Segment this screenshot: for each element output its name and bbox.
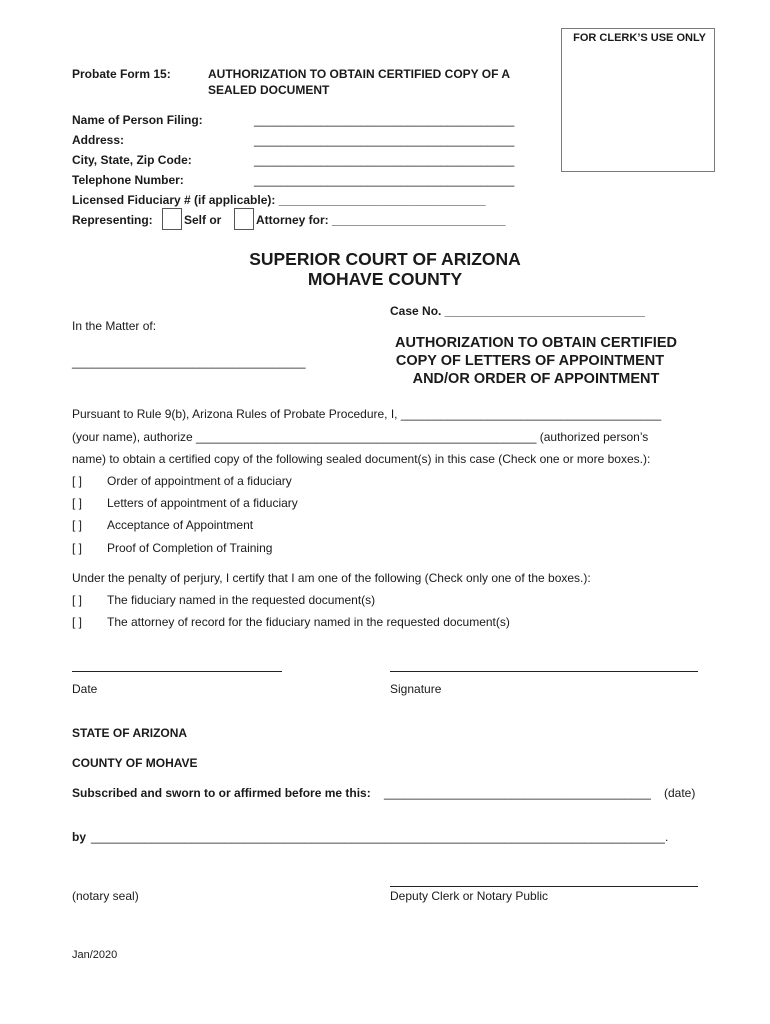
penalty-statement: Under the penalty of perjury, I certify that I am one of the following (Check only one of the boxes.): — [72, 571, 591, 585]
licensed-fiduciary-line[interactable]: Licensed Fiduciary # (if applicable): _______________________________ — [72, 193, 486, 207]
document-checkbox[interactable]: [ ] — [72, 518, 83, 532]
document-option-label: Order of appointment of a fiduciary — [107, 474, 292, 488]
county-heading: COUNTY OF MOHAVE — [72, 756, 198, 770]
address-label: Address: — [72, 133, 125, 147]
document-option-label: Proof of Completion of Training — [107, 541, 273, 555]
notary-seal-label: (notary seal) — [72, 889, 139, 903]
telephone-field[interactable]: _______________________________________ — [254, 173, 515, 187]
date-line[interactable] — [72, 671, 282, 672]
self-checkbox[interactable] — [162, 208, 182, 230]
deputy-signature-line[interactable] — [390, 886, 698, 887]
clerk-use-label: FOR CLERK’S USE ONLY — [573, 32, 706, 44]
telephone-label: Telephone Number: — [72, 173, 184, 187]
document-title-line1: AUTHORIZATION TO OBTAIN CERTIFIED — [395, 335, 677, 351]
court-name: SUPERIOR COURT OF ARIZONA — [249, 249, 521, 269]
form-title-line2: SEALED DOCUMENT — [208, 83, 330, 97]
self-label: Self or — [184, 213, 222, 227]
document-option-label: Acceptance of Appointment — [107, 518, 254, 532]
document-checkbox[interactable]: [ ] — [72, 541, 83, 555]
sworn-date-suffix: (date) — [664, 786, 696, 800]
signature-label: Signature — [390, 682, 442, 696]
form-number: Probate Form 15: — [72, 67, 171, 81]
sworn-date-field[interactable]: ________________________________________ — [384, 786, 651, 800]
address-field[interactable]: _______________________________________ — [254, 133, 515, 147]
date-label: Date — [72, 682, 98, 696]
deputy-clerk-label: Deputy Clerk or Notary Public — [390, 889, 549, 903]
attorney-checkbox[interactable] — [234, 208, 254, 230]
authorization-line2[interactable]: (your name), authorize ___________________________________________________ (authorized person’s — [72, 430, 649, 444]
case-number-field[interactable]: Case No. ______________________________ — [390, 304, 645, 318]
form-title-line1: AUTHORIZATION TO OBTAIN CERTIFIED COPY OF A — [208, 67, 510, 81]
revision-date: Jan/2020 — [72, 949, 118, 961]
signature-line[interactable] — [390, 671, 698, 672]
city-state-zip-label: City, State, Zip Code: — [72, 153, 192, 167]
name-label: Name of Person Filing: — [72, 113, 203, 127]
sworn-label: Subscribed and sworn to or affirmed before me this: — [72, 786, 371, 800]
clerk-use-box — [561, 28, 715, 172]
document-option-label: Letters of appointment of a fiduciary — [107, 496, 298, 510]
document-title-line3: AND/OR ORDER OF APPOINTMENT — [412, 371, 660, 387]
authorization-line3: name) to obtain a certified copy of the following sealed document(s) in this case (Check one or more boxes.): — [72, 452, 651, 466]
state-heading: STATE OF ARIZONA — [72, 726, 188, 740]
matter-field[interactable]: ___________________________________ — [72, 355, 306, 369]
by-field[interactable]: ______________________________________________________________________________________. — [91, 830, 669, 844]
representing-label: Representing: — [72, 213, 153, 227]
document-checkbox[interactable]: [ ] — [72, 474, 83, 488]
matter-label: In the Matter of: — [72, 319, 157, 333]
role-option-label: The fiduciary named in the requested document(s) — [107, 593, 376, 607]
county-name: MOHAVE COUNTY — [307, 269, 463, 289]
role-option-label: The attorney of record for the fiduciary named in the requested document(s) — [107, 615, 510, 629]
by-label: by — [72, 830, 87, 844]
authorization-line1[interactable]: Pursuant to Rule 9(b), Arizona Rules of Probate Procedure, I, _______________________________________ — [72, 407, 662, 421]
document-checkbox[interactable]: [ ] — [72, 496, 83, 510]
city-state-zip-field[interactable]: _______________________________________ — [254, 153, 515, 167]
role-checkbox[interactable]: [ ] — [72, 615, 83, 629]
attorney-for-field[interactable]: Attorney for: __________________________ — [256, 213, 506, 227]
document-title-line2: COPY OF LETTERS OF APPOINTMENT — [395, 353, 665, 369]
role-checkbox[interactable]: [ ] — [72, 593, 83, 607]
name-field[interactable]: _______________________________________ — [254, 113, 515, 127]
